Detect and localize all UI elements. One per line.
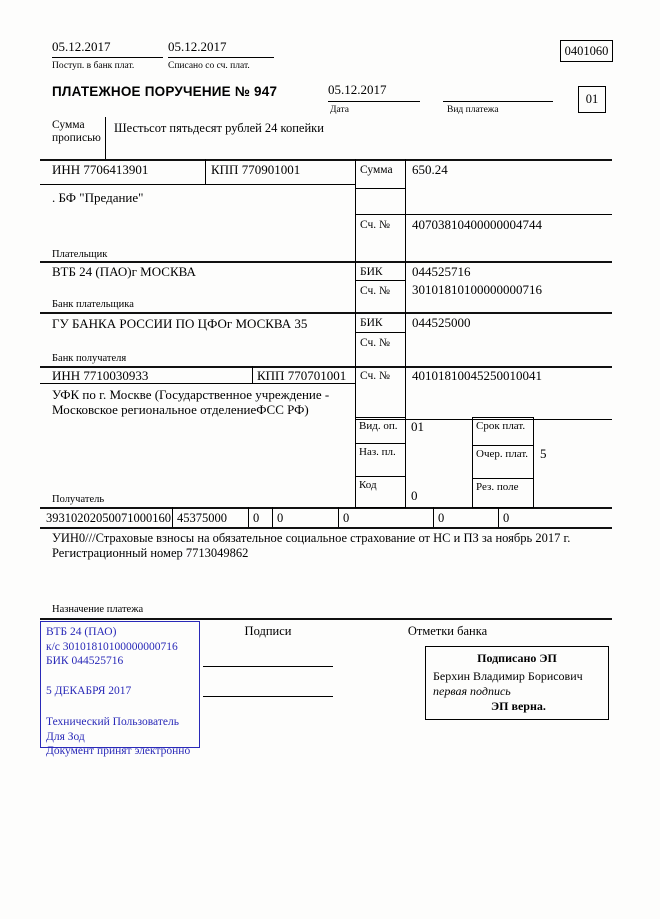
reserve-label-box: Рез. поле [472, 478, 534, 508]
op-type-label-box: Вид. оп. [355, 417, 406, 444]
sum-value: 650.24 [412, 162, 448, 177]
bank-acceptance-stamp [40, 621, 200, 758]
electronic-signature-stamp [425, 646, 609, 720]
document-date-field: 05.12.2017 [328, 83, 420, 102]
payer-kpp: КПП 770901001 [211, 162, 301, 177]
table-border [40, 184, 355, 185]
table-border [172, 507, 173, 527]
payer-account-label: Сч. № [360, 219, 391, 231]
tax-field-period: 0 [277, 511, 284, 525]
payee-bank-name: ГУ БАНКА РОССИИ ПО ЦФОг МОСКВА 35 [52, 316, 308, 331]
payer-bank-bik: 044525716 [412, 264, 471, 279]
amount-words-value: Шестьсот пятьдесят рублей 24 копейки [114, 121, 324, 135]
tax-field-number: 0 [343, 511, 350, 525]
payer-status-box: 01 [578, 86, 606, 113]
signatures-label: Подписи [244, 624, 292, 638]
payer-inn: ИНН 7706413901 [52, 162, 149, 177]
table-border [40, 312, 612, 314]
form-code-box: 0401060 [560, 40, 613, 62]
esig-name: Берхин Владимир Борисович [433, 669, 583, 683]
payment-type-field [443, 83, 553, 102]
table-border [40, 527, 612, 529]
payer-bank-bik-label: БИК [360, 266, 383, 278]
code-label-box: Код [355, 476, 406, 508]
payee-bank-account-label: Сч. № [360, 337, 391, 349]
payer-bank-name: ВТБ 24 (ПАО)г МОСКВА [52, 264, 196, 279]
tax-field-kbk: 39310202050071000160 [46, 511, 171, 525]
table-border [498, 507, 499, 527]
payee-section-label: Получатель [52, 494, 105, 505]
date-debited-field: 05.12.2017 [168, 40, 274, 58]
table-border [252, 366, 253, 383]
table-border [355, 280, 405, 281]
payee-account-label: Сч. № [360, 370, 391, 382]
signature-line [203, 666, 333, 667]
purpose-line2: Регистрационный номер 7713049862 [52, 546, 249, 560]
payer-name: . БФ "Предание" [52, 190, 144, 205]
date-received-field: 05.12.2017 [52, 40, 163, 58]
tax-field-oktmo: 45375000 [177, 511, 227, 525]
table-border [40, 261, 612, 263]
esig-title: Подписано ЭП [477, 651, 557, 665]
date-received-label: Поступ. в банк плат. [52, 61, 135, 71]
document-title: ПЛАТЕЖНОЕ ПОРУЧЕНИЕ № 947 [52, 84, 278, 99]
tax-field-type: 0 [503, 511, 510, 525]
bank-stamp-corr-account: к/с 30101810100000000716 [46, 640, 178, 653]
payee-bank-section-label: Банк получателя [52, 353, 127, 364]
table-border [433, 507, 434, 527]
payee-name-line1: УФК по г. Москве (Государственное учреждение - [52, 387, 330, 402]
table-border [355, 188, 405, 189]
signature-line [203, 696, 333, 697]
payee-inn: ИНН 7710030933 [52, 368, 149, 383]
amount-words-divider [105, 117, 106, 160]
payer-account: 40703810400000004744 [412, 217, 542, 232]
purpose-line1: УИН0///Страховые взносы на обязательное социальное страхование от НС и ПЗ за ноябрь 2017 г. [52, 531, 571, 545]
purpose-code-label-box: Наз. пл. [355, 443, 406, 477]
table-border [272, 507, 273, 527]
payee-bank-bik: 044525000 [412, 315, 471, 330]
esig-verified: ЭП верна. [491, 699, 546, 713]
table-border [355, 214, 612, 215]
bank-marks-label: Отметки банка [407, 624, 488, 638]
table-border [40, 618, 612, 620]
amount-words-label: Сумма прописью [52, 119, 101, 145]
table-border [338, 507, 339, 527]
payer-bank-account-label: Сч. № [360, 285, 391, 297]
payment-type-label: Вид платежа [447, 105, 499, 115]
bank-stamp-date: 5 ДЕКАБРЯ 2017 [46, 685, 132, 698]
payee-kpp: КПП 770701001 [257, 368, 347, 383]
payee-name-line2: Московское региональное отделениеФСС РФ) [52, 402, 309, 417]
pay-term-label-box: Срок плат. [472, 417, 534, 446]
payee-account: 40101810045250010041 [412, 368, 542, 383]
priority-label-box: Очер. плат. [472, 445, 534, 479]
payer-bank-account: 30101810100000000716 [412, 282, 542, 297]
date-debited-label: Списано со сч. плат. [168, 61, 250, 71]
payer-section-label: Плательщик [52, 249, 108, 260]
sum-label: Сумма [360, 164, 393, 176]
table-border [205, 159, 206, 184]
table-border [248, 507, 249, 527]
table-border [355, 332, 405, 333]
code-value: 0 [411, 488, 418, 503]
purpose-section-label: Назначение платежа [52, 604, 144, 615]
bank-stamp-user: Технический Пользователь Для Зод [46, 715, 179, 743]
bank-stamp-bank-name: ВТБ 24 (ПАО) [46, 626, 117, 638]
op-type-value: 01 [411, 419, 424, 434]
bank-stamp-accepted: Документ принят электронно [46, 745, 191, 758]
payer-bank-section-label: Банк плательщика [52, 299, 134, 310]
esig-kind: первая подпись [433, 684, 511, 698]
tax-field-date: 0 [438, 511, 445, 525]
bank-stamp-bik: БИК 044525716 [46, 655, 124, 668]
table-border [40, 159, 612, 161]
payee-bank-bik-label: БИК [360, 317, 383, 329]
tax-field-basis: 0 [253, 511, 260, 525]
priority-value: 5 [540, 446, 547, 461]
document-date-label: Дата [330, 105, 349, 115]
